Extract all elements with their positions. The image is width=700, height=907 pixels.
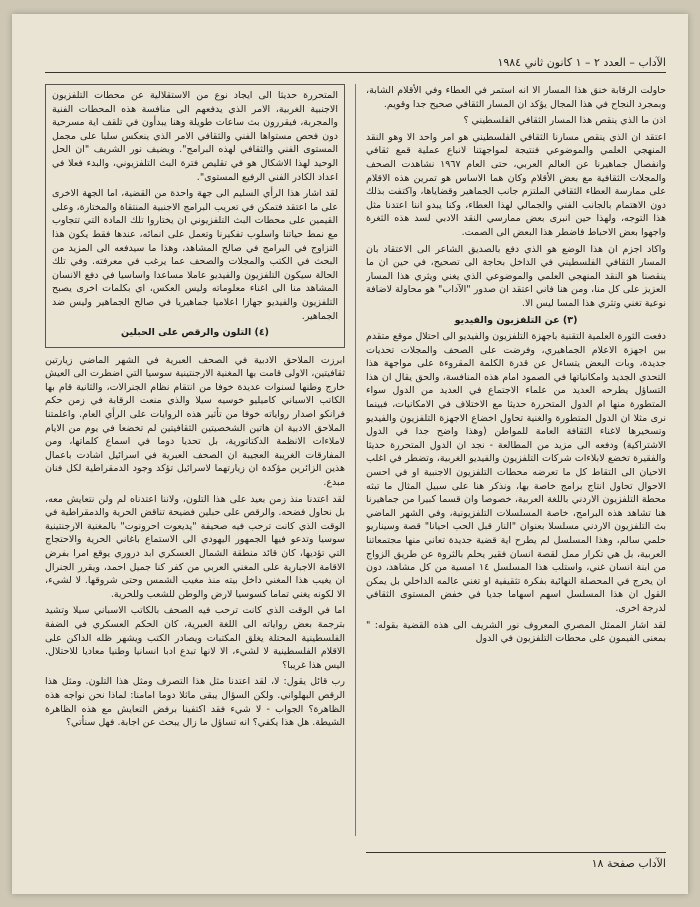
paragraph: لقد اشار الممثل المصري المعروف نور الشريف الى هذه القضية بقوله: " بمعنى الفيمون على محطات التلفزيون في الدول [366, 619, 666, 645]
paragraph: حاولت الرقابة خنق هذا المسار الا انه استمر في العطاء وفي الأقلام الشابة، وبمجرد النجاح في هذا المجال يؤكد ان المسار الثقافي صحيح جدا وقويم. [366, 85, 666, 110]
paragraph: واكاد اجزم ان هذا الوضع هو الذي دفع بالصديق الشاعر الى الاعتقاد بان المسار الثقافي الفلسطيني في الداخل بحاجة الى تصحيح، في حين ان ما ينقصنا هو النقد المنهجي العلمي والموضوعي الذي يغني ويثري هذا المسار العزيز على كل منا، ومن هنا فاني اعتقد ان صدور "الآداب" هو محاولة لاضافة نوعية تغني وتثري هذا المسا ليس الا. [366, 243, 666, 309]
paragraph: اعتقد ان الذي ينقص مسارنا الثقافي الفلسطيني هو امر واحد الا وهو النقد المنهجي العلمي والموضوعي فنتيجة لمواجهتنا لانباع عملية قمع ثقافي وانفصال جماهيرنا عن العالم العربي، حتى العام ١٩٦٧ نشاهدت الصحف والمجلات الثقافية مع بعض الأقلام وكان هما الاساس هو تمرين هذه الاقلام على ممارسة العطاء الثقافي الملتزم جانب الجماهير وقضاياها، واكتفت بذلك دون الاهتمام بالجانب الفني والجمالي لهذا العطاء، وكنا يبدو اننا اعتدنا مثل هذا التوجه، ولهذا حين انبرى بعض ممارسي النقد الادبي لسد هذه الثغرة واجهوا بعض الاحباط فاضطر هذا البعض الى الصمت. [366, 131, 666, 238]
paragraph: دفعت الثورة العلمية التقنية باجهزة التلفزيون والفيديو الى احتلال موقع متقدم بين اجهزة الاعلام الجماهيري، وفرضت على الصحف والمجلات تحديات جديدة، وبات البعض يتساءل عن قدرة الكلمة المقروءة على مواجهة هذا التحدي الجديد وامكانياتها في الصمود امام هذه المنافسة، والحق يقال ان هذا التساؤل يطرحه العديد من علماء الاجتماع في العديد من الدول سواء المتطورة منها ام الدول المتحررة حديثا مع الاختلاف في الامكانيات، فبينما نرى مثلا ان الدول المتطورة والغنية تحاول اخضاع الاجهزة التلفزيون والفيديو وتسخيرها لاغناء الثقافة العامة للمواطن (وهذا واضح جدا في الدول الاشتراكية) ودفعه الى مزيد من المطالعة - نجد ان الدول المتحررة حديثا والفقيرة تخضع لابلاءات شركات التلفزيون والفيديو الغربية، وتضطر في اغلب الاحيان الى التقاط كل ما تعرضه محطات التلفزيون الاجنبية او في احسن الاحوال تحاول انتاج برامج خاصة بها، ونذكر هنا على سبيل المثال ما تبثه محطة التلفزيون الاردني باللغة العربية، خصوصا وان قسما كبيرا من جماهيرنا هنا تشاهد هذه البرامج، خاصة المسلسلات التلفزيونية، وفي الشهر الماضي بث التلفزيون الاردني مسلسلا بعنوان "النار قبل الحب احيانا" قصة وسيناريو حلمي سالم، وهذا المسلسل لم يطرح اية قضية جديدة تعاني منها مجتمعاتنا العربية، بل هي تكرار ممل لقصة انسان فقير يحلم بالثروة عن طريق الزواج من ابنة انسان غني، واستلب هذا المسلسل ١٤ امسية من كل مشاهد، دون ان يخرج في المحصلة النهائية بفكرة تثقيفية او تغني عالمه الداخلي بل يمكن القول ان هذا المسلسل اسهم اسهاما جديا في خفض المستوى الثقافي لدرجة اخرى. [366, 331, 666, 614]
paragraph: ابرزت الملاحق الادبية في الصحف العبرية في الشهر الماضي زيارتين ثقافيتين، الاولى قامت بها المغنية الارجنتينية سوسيا التي اضطرت الى العيش خارج وطنها لسنوات عديدة خوفا من انتقام نظام الجنرالات، والثانية قام بها الكاتب الاسباني كاميليو خوسيه سيلا والذي منعت الرقابة في زمن حكم فرانكو اصدار رواياته خوفا من تأثير هذه الروايات على الرأي العام. واعلمتنا الملاحق الادبية ان هاتين الشخصيتين الثقافيتين لم تخضعا في يوم من الايام لاملاءات الانظمة الدكتاتورية، بل تحديا دوما في اسماع كلماتها، ومن المفارقات الغريبة العجيبة ان الصحف العبرية في اسرائيل اشادت باعمال هذين الزائرين مؤكدة ان زيارتهما لاسرائيل تؤكد وجود الدمقراطية لكل فنان مبدع. [45, 354, 345, 489]
section-heading: (٣) عن التلفزيون والفيديو [454, 314, 578, 326]
page-header: الآداب – العدد ٢ – ١ كانون ثاني ١٩٨٤ [45, 56, 666, 73]
paragraph: اذن ما الذي ينقص هذا المسار الثقافي الفلسطيني ؟ [463, 115, 666, 127]
right-column [366, 84, 666, 836]
column-divider [355, 84, 356, 836]
page-footer: الآداب صفحة ١٨ [366, 852, 666, 870]
paragraph: اما في الوقت الذي كانت ترحب فيه الصحف بالكاتب الاسباني سيلا وتشيد بترجمة بعض رواياته الى اللغة العبرية، كان الحكم العسكري في الضفة الفلسطينية المحتلة يغلق المكتبات ويصادر الكتب ويشهر ظله الداكن على الاقلام الفلسطينية لا لشيء، الا لانها تبدع ادبا انسانيا وطنيا معاديا للاحتلال. اليس هذا غريبا؟ [45, 605, 345, 671]
boxed-text [45, 84, 345, 348]
left-column [45, 84, 345, 836]
paragraph: المتحررة حديثا الى ايجاد نوع من الاستقلالية عن محطات التلفزيون الاجنبية الغربية، الامر الذي يدفعهم الى منافسة هذه المحطات الفنية والمجربة، فيقررون بث ساعات طويلة وهنا يبدأون في تلقف اية مسرحية دون فحص مستواها الفني والثقافي الامر الذي ينعكس سلبا على مجمل المستوى الفني والثقافي لهذه البرامج". ويضيف نور الشريف "ان الحل الوحيد لهذا الاشكال هو في تقليص فترة البث التلفزيوني، والبدء فعلا في اعداد الكادر الفني الرفيع المستوى". [52, 90, 338, 183]
paragraph: رب قائل يقول: لا، لقد اعتدنا مثل هذا التصرف ومثل هذا التلون. ومثل هذا الرقص البهلواني. ولكن السؤال يبقى ماثلا دوما امامنا: لماذا نحن نواجه هذه الظاهرة؟ الجواب - لا شيء فقد اكتفينا برفض التعايش مع هذه الظاهرة الشيطة. هل هذا يكفي؟ انه تساؤل ما زال يبحث عن اجابة. فهل سنأتي؟ [45, 676, 345, 729]
paragraph: لقد اشار هذا الرأي السليم الى جهة واحدة من القضية، اما الجهة الاخرى على ما اعتقد فتمكن في تعريب البرامج الاجنبية المنتقاة والمختارة، وعلى القيمين على محطات البث التلفزيوني ان يختاروا تلك المادة التي تتجاوب مع نمط حياتنا واسلوب تفكيرنا وتعمل على انمائه، عندها فقط يكون هذا التزاوج في البرامج في صالح المشاهد، وهذا ما سيدفعه الى المزيد من البحث في الكتب والمجلات والصحف عما يرغب في معرفته. وفي تلك الحالة سيكون التلفزيون والفيديو عاملا مساعدا واساسيا في دفع الانسان المشاهد منا الى اغناء معلوماته وليس العكس، اي بكلمات اخرى يصبح التلفزيون والفيديو جهازا اعلاميا جماهيريا في صالح الجماهير وليس ضد الجماهير. [52, 188, 338, 322]
magazine-page [12, 14, 688, 894]
paragraph: لقد اعتدنا منذ زمن بعيد على هذا التلون، ولاننا اعتدناه لم ولن نتعايش معه، بل نحاول فضحه. والرقص على حبلين فضيحة تناقض الحرية والدمقراطية في الوقت الذي كانت ترحب فيه صحيفة "يديعوت احرونوت" بالمغنية الارجنتينية سوسيا وتدعو فيها الجمهور اليهودي الى الاستماع باغاني الحرية والاحتجاج التي تؤديها، كان قائد منطقة الشمال العسكري ابد دروري يوقع امرا بفرض الاقامة الاجبارية على المغني العربي من كفر كنا جميل احمد، ويقرر الجنرال ان يغيب هذا المغني داخل بيته منذ مغيب الشمس وحتى شروقها. لا لشيء، الا لكونه يغني تماما كسوسيا لارض والوطن للشعب وللحرية. [45, 493, 345, 600]
section-heading: (٤) التلون والرقص على الحبلين [120, 327, 270, 339]
